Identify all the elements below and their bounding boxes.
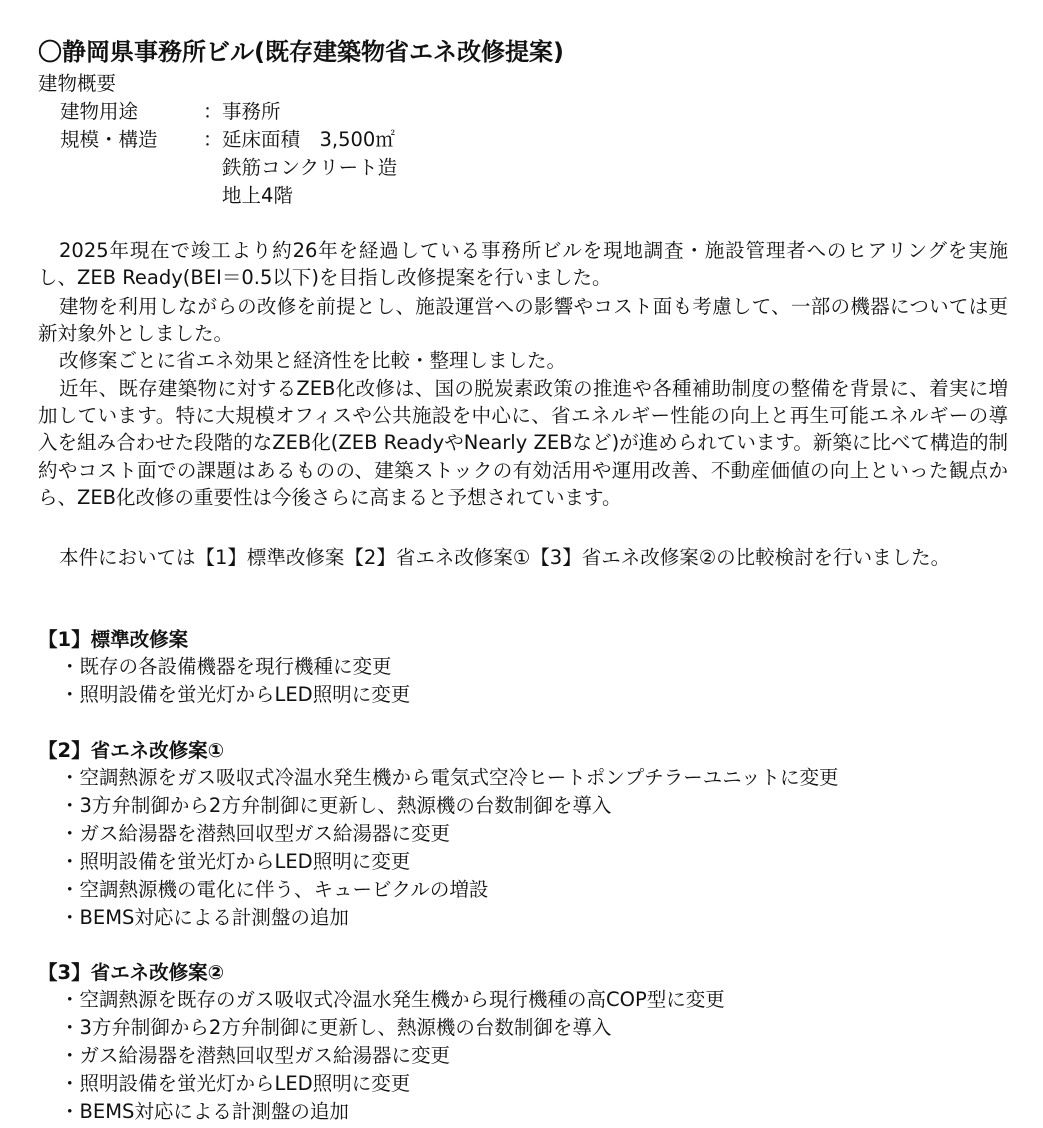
section-heading-energy-plan-2: 【3】省エネ改修案②: [38, 961, 225, 984]
list-item: ・3方弁制御から2方弁制御に更新し、熱源機の台数制御を導入: [60, 1016, 612, 1039]
structure-type-value: 鉄筋コンクリート造: [222, 156, 398, 179]
building-use-label: 建物用途: [60, 100, 139, 123]
page-title: 〇静岡県事務所ビル(既存建築物省エネ改修提案): [38, 38, 564, 66]
overview-heading: 建物概要: [38, 72, 117, 95]
list-item: ・ガス給湯器を潜熱回収型ガス給湯器に変更: [60, 1044, 451, 1067]
list-item: ・照明設備を蛍光灯からLED照明に変更: [60, 683, 411, 706]
list-item: ・BEMS対応による計測盤の追加: [60, 906, 349, 929]
list-item: ・空調熱源を既存のガス吸収式冷温水発生機から現行機種の高COP型に変更: [60, 988, 725, 1011]
list-item: ・BEMS対応による計測盤の追加: [60, 1100, 349, 1123]
paragraph-intro: 2025年現在で竣工より約26年を経過している事務所ビルを現地調査・施設管理者へのヒアリングを実施し、ZEB Ready(BEI＝0.5以下)を目指し改修提案を行いました。: [38, 239, 1008, 290]
scale-structure-label: 規模・構造: [60, 128, 158, 151]
floor-count-value: 地上4階: [222, 184, 293, 207]
building-use-colon: ：: [203, 100, 223, 123]
list-item: ・照明設備を蛍光灯からLED照明に変更: [60, 850, 411, 873]
section-heading-standard-plan: 【1】標準改修案: [38, 628, 189, 651]
section-heading-energy-plan-1: 【2】省エネ改修案①: [38, 739, 225, 762]
paragraph-study-overview: 本件においては【1】標準改修案【2】省エネ改修案①【3】省エネ改修案②の比較検討を行いました。: [59, 546, 951, 569]
scale-structure-colon: ：: [203, 128, 223, 151]
list-item: ・照明設備を蛍光灯からLED照明に変更: [60, 1072, 411, 1095]
building-use-value: 事務所: [222, 100, 281, 123]
list-item: ・ガス給湯器を潜熱回収型ガス給湯器に変更: [60, 822, 451, 845]
paragraph-scope: 建物を利用しながらの改修を前提とし、施設運営への影響やコスト面も考慮して、一部の機器については更新対象外としました。: [38, 295, 1008, 346]
list-item: ・既存の各設備機器を現行機種に変更: [60, 655, 392, 678]
paragraph-comparison: 改修案ごとに省エネ効果と経済性を比較・整理しました。: [59, 349, 567, 372]
list-item: ・空調熱源をガス吸収式冷温水発生機から電気式空冷ヒートポンプチラーユニットに変更: [60, 766, 839, 789]
floor-area-value: 延床面積 3,500㎡: [222, 128, 395, 151]
list-item: ・3方弁制御から2方弁制御に更新し、熱源機の台数制御を導入: [60, 794, 612, 817]
list-item: ・空調熱源機の電化に伴う、キュービクルの増設: [60, 878, 489, 901]
paragraph-background: 近年、既存建築物に対するZEB化改修は、国の脱炭素政策の推進や各種補助制度の整備を背景に、着実に増加しています。特に大規模オフィスや公共施設を中心に、省エネルギー性能の向上と再生可能エネルギーの導入を組み合わせた段階的なZEB化(ZEB ReadyやNearly ZEBなど)が進められています。新築に比べて構造的制約やコスト面での課題はあるものの、建築ストックの有効活用や運用改善、不動産価値の向上といった観点から、ZEB化改修の重要性は今後さらに高まると予想されています。: [38, 377, 1008, 509]
